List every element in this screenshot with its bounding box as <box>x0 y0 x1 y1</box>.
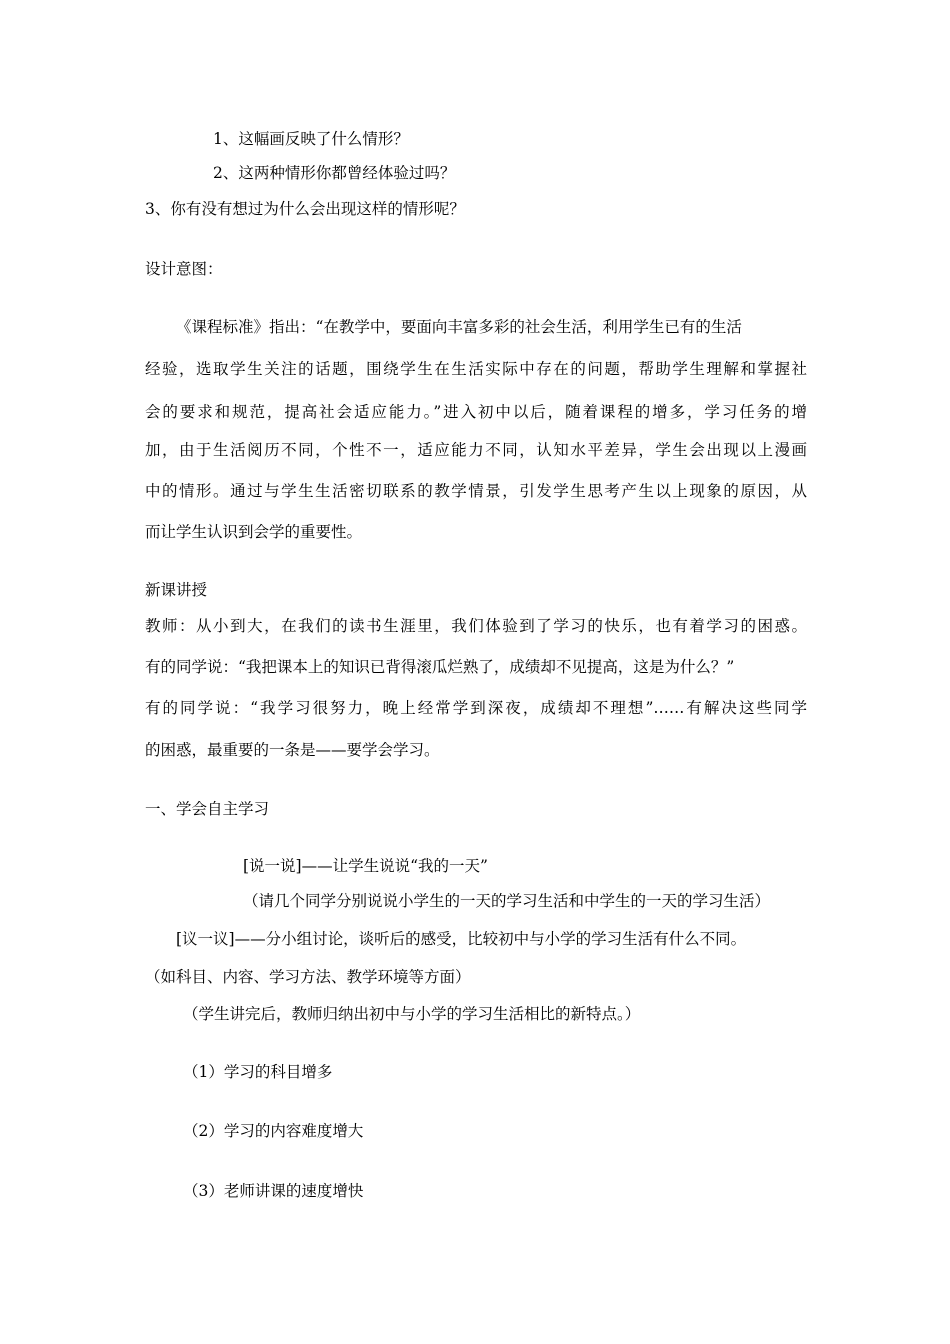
discuss-activity-note: （如科目、内容、学习方法、教学环境等方面） <box>145 968 471 986</box>
new-lesson-heading: 新课讲授 <box>145 581 208 599</box>
new-lesson-line: 有的同学说：“我把课本上的知识已背得滚瓜烂熟了，成绩却不见提高，这是为什么？” <box>145 658 735 676</box>
design-paragraph-line: 而让学生认识到会学的重要性。 <box>145 523 363 541</box>
design-paragraph-line: 中的情形。通过与学生生活密切联系的教学情景，引发学生思考产生以上现象的原因，从 <box>145 482 807 500</box>
design-intent-heading: 设计意图： <box>145 260 223 278</box>
design-paragraph-line: 《课程标准》指出：“在教学中，要面向丰富多彩的社会生活，利用学生已有的生活 <box>176 318 742 336</box>
section-heading: 一、学会自主学习 <box>145 800 270 818</box>
teacher-summary: （学生讲完后，教师归纳出初中与小学的学习生活相比的新特点。） <box>183 1005 641 1023</box>
new-lesson-line: 教师：从小到大，在我们的读书生涯里，我们体验到了学习的快乐，也有着学习的困惑。 <box>145 617 807 635</box>
question-3: 3、你有没有想过为什么会出现这样的情形呢？ <box>145 200 465 218</box>
say-activity-note: （请几个同学分别说说小学生的一天的学习生活和中学生的一天的学习生活） <box>243 892 771 910</box>
design-paragraph-line: 加，由于生活阅历不同，个性不一，适应能力不同，认知水平差异，学生会出现以上漫画 <box>145 441 807 459</box>
design-paragraph-line: 会的要求和规范，提高社会适应能力。”进入初中以后，随着课程的增多，学习任务的增 <box>145 403 807 421</box>
feature-item: （3）老师讲课的速度增快 <box>183 1182 364 1200</box>
new-lesson-line: 有的同学说：“我学习很努力，晚上经常学到深夜，成绩却不理想”……有解决这些同学 <box>145 699 807 717</box>
feature-item: （2）学习的内容难度增大 <box>183 1122 364 1140</box>
discuss-activity: [议一议]——分小组讨论，谈听后的感受，比较初中与小学的学习生活有什么不同。 <box>176 930 747 948</box>
say-activity: [说一说]——让学生说说“我的一天” <box>243 857 488 875</box>
question-1: 1、这幅画反映了什么情形？ <box>213 130 409 148</box>
design-paragraph-line: 经验，选取学生关注的话题，围绕学生在生活实际中存在的问题，帮助学生理解和掌握社 <box>145 360 807 378</box>
new-lesson-line: 的困惑，最重要的一条是——要学会学习。 <box>145 741 440 759</box>
feature-item: （1）学习的科目增多 <box>183 1063 333 1081</box>
question-2: 2、这两种情形你都曾经体验过吗？ <box>213 164 456 182</box>
